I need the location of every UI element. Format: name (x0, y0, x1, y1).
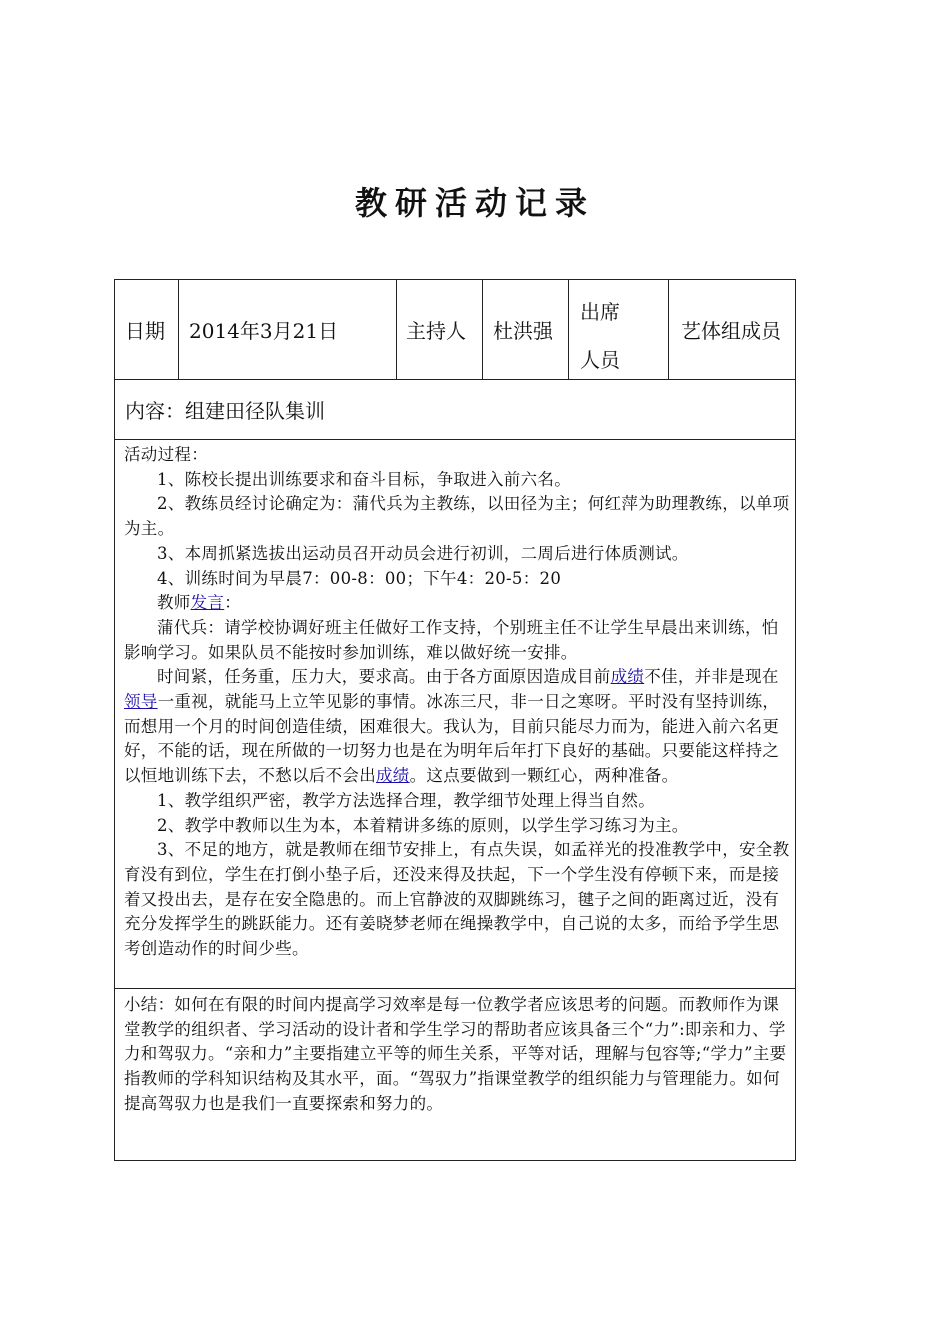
process-item: 3、本周抓紧选拔出运动员召开动员会进行初训，二周后进行体质测试。 (157, 543, 689, 563)
attendees-label (580, 288, 620, 384)
evaluation-item: 3、不足的地方，就是教师在细节安排上，有点失误，如孟祥光的投准教学中，安全教育没有到位，学生在打倒小垫子后，还没来得及扶起，下一个学生没有停顿下来，而是接着又投出去，是存在安全隐患的。而上官静波的双脚跳练习，毽子之间的距离过近，没有充分发挥学生的跳跃能力。还有姜晓梦老师在绳操教学中，自己说的太多，而给予学生思考创造动作的时间少些。 (124, 840, 790, 959)
content-topic: 内容：组建田径队集训 (125, 398, 325, 423)
speech-suffix: ： (224, 593, 242, 613)
process-item: 2、教练员经讨论确定为：蒲代兵为主教练，以田径为主；何红萍为助理教练，以单项为主。 (124, 494, 790, 539)
leader-link[interactable]: 领导 (124, 692, 158, 712)
record-table (114, 279, 796, 1161)
summary-text: 小结：如何在有限的时间内提高学习效率是每一位教学者应该思考的问题。而教师作为课堂教学的组织者、学习活动的设计者和学生学习的帮助者应该具备三个“力”:即亲和力、学力和驾驭力。“亲和力”主要指建立平等的师生关系，平等对话，理解与包容等;“学力”主要指教师的学科知识结构及其水平，面。“驾驭力”指课堂教学的组织能力与管理能力。如何提高驾驭力也是我们一直要探索和努力的。 (124, 995, 787, 1113)
summary (124, 993, 790, 1117)
pu-daibing-speech: 蒲代兵：请学校协调好班主任做好工作支持，个别班主任不让学生早晨出来训练，怕影响学习。如果队员不能按时参加训练，难以做好统一安排。 (124, 617, 779, 662)
row-divider (115, 439, 795, 440)
score-link[interactable]: 成绩 (376, 766, 410, 786)
evaluation-item: 2、教学中教师以生为本，本着精讲多练的原则，以学生学习练习为主。 (157, 815, 689, 835)
column-divider (668, 280, 669, 379)
column-divider (178, 280, 179, 379)
evaluation-item: 1、教学组织严密，教学方法选择合理，教学细节处理上得当自然。 (157, 790, 655, 810)
activity-process (124, 443, 790, 962)
speech-link[interactable]: 发言 (190, 593, 225, 613)
attendees-label-line-2: 人员 (580, 348, 620, 372)
date-label: 日期 (125, 319, 165, 343)
attendees-value: 艺体组成员 (681, 319, 781, 343)
row-divider (115, 988, 795, 989)
date-value: 2014年3月21日 (189, 319, 339, 343)
column-divider (396, 280, 397, 379)
speech-heading (124, 591, 790, 616)
process-item: 1、陈校长提出训练要求和奋斗目标，争取进入前六名。 (157, 469, 571, 489)
analysis-text: 时间紧，任务重，压力大，要求高。由于各方面原因造成目前 (157, 667, 611, 687)
host-label: 主持人 (406, 319, 466, 343)
attendees-label-line-1: 出席 (580, 300, 620, 324)
column-divider (568, 280, 569, 379)
analysis-paragraph (124, 665, 790, 789)
document-title: 教研活动记录 (354, 184, 595, 222)
column-divider (482, 280, 483, 379)
analysis-text: 。这点要做到一颗红心，两种准备。 (409, 766, 679, 786)
speech-prefix: 教师 (157, 593, 191, 613)
score-link[interactable]: 成绩 (610, 667, 645, 687)
process-heading: 活动过程： (124, 445, 208, 464)
process-item: 4、训练时间为早晨7：00-8：00；下午4：20-5：20 (157, 568, 562, 588)
analysis-text: 一重视，就能马上立竿见影的事情。冰冻三尺，非一日之寒呀。平时没有坚持训练，而想用一个月的时间创造佳绩，困难很大。我认为，目前只能尽力而为，能进入前六名更好，不能的话，现在所做的一切努力也是在为明年后年打下良好的基础。只要能这样持之以恒地训练下去，不愁以后不会出 (124, 692, 780, 786)
analysis-text: 不佳，并非是现在 (644, 667, 779, 687)
host-value: 杜洪强 (493, 319, 553, 343)
